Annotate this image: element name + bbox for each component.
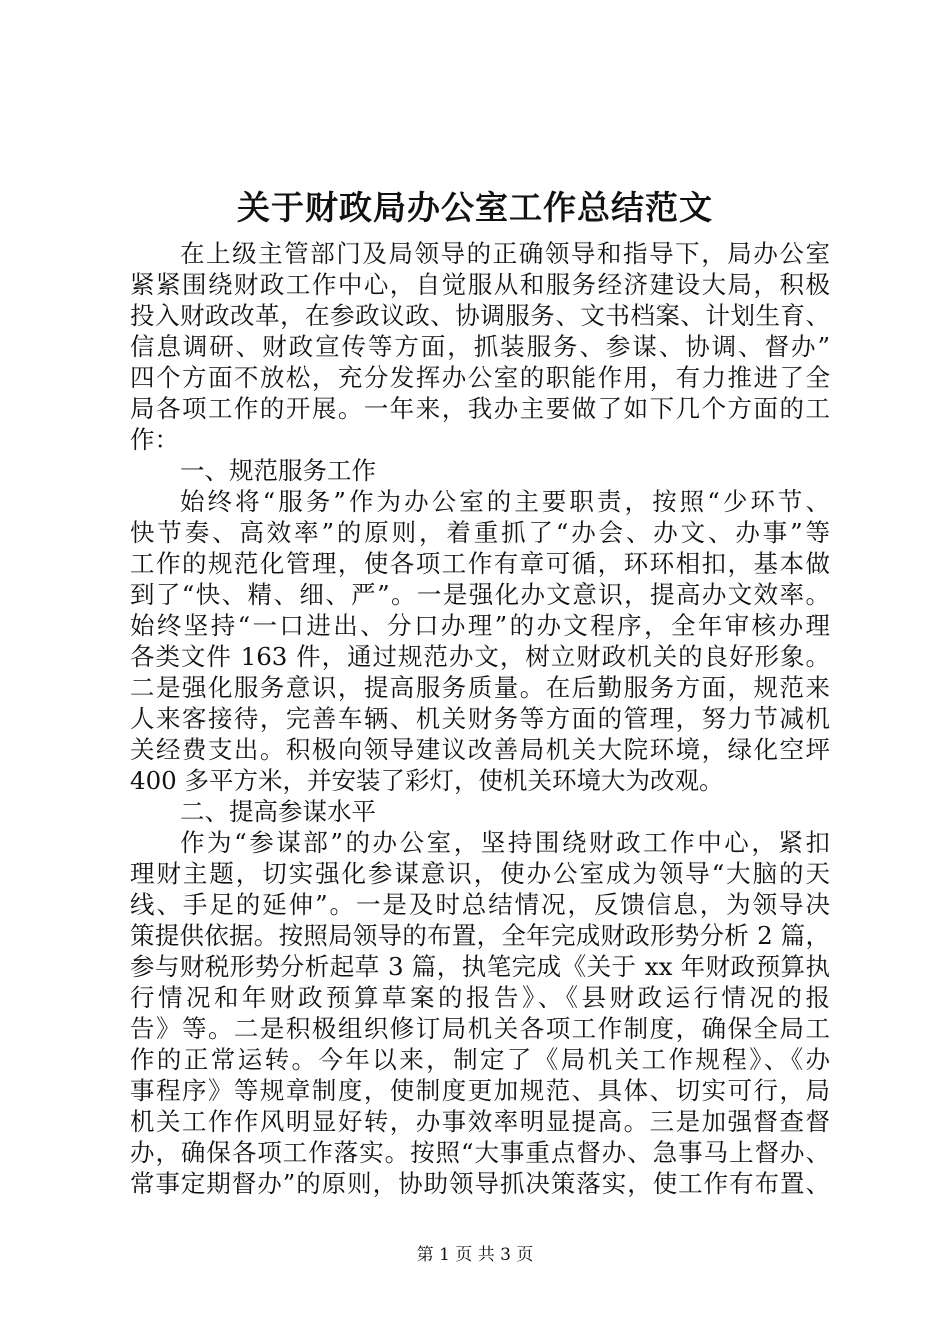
text-line (130, 1013, 830, 1044)
line-text: 到了“快、精、细、严”。一是强化办文意识，提高办文效率。 (130, 580, 830, 609)
line-text: 投入财政改革，在参政议政、协调服务、文书档案、计划生育、 (130, 301, 830, 330)
page-footer: 第 1 页 共 3 页 (416, 1245, 534, 1265)
line-text: 行情况和年财政预算草案的报告》、《县财政运行情况的报 (130, 983, 830, 1012)
line-text: 四个方面不放松，充分发挥办公室的职能作用，有力推进了全 (130, 363, 830, 392)
line-text: 各类文件 163 件，通过规范办文，树立财政机关的良好形象。 (130, 642, 830, 671)
section-heading (130, 455, 830, 486)
line-text: 参与财税形势分析起草 3 篇，执笔完成《关于 xx 年财政预算执 (130, 952, 830, 981)
line-text: 人来客接待，完善车辆、机关财务等方面的管理，努力节减机 (130, 704, 830, 733)
line-text: 机关工作作风明显好转，办事效率明显提高。三是加强督查督 (130, 1107, 830, 1136)
line-text: 作的正常运转。今年以来，制定了《局机关工作规程》、《办 (130, 1045, 830, 1074)
line-text: 始终坚持“一口进出、分口办理”的办文程序，全年审核办理 (130, 611, 830, 640)
text-line (130, 579, 830, 610)
text-line (130, 300, 830, 331)
line-text: 事程序》等规章制度，使制度更加规范、具体、切实可行，局 (130, 1076, 830, 1105)
line-text: 工作的规范化管理，使各项工作有章可循，环环相扣，基本做 (130, 549, 830, 578)
text-line (130, 1168, 830, 1199)
line-text: 线、手足的延伸”。一是及时总结情况，反馈信息，为领导决 (130, 890, 830, 919)
line-text: 作： (130, 425, 179, 454)
line-text: 信息调研、财政宣传等方面，抓装服务、参谋、协调、督办” (130, 332, 830, 361)
text-line (130, 362, 830, 393)
text-line (130, 858, 830, 889)
text-line (130, 1106, 830, 1137)
document-body (130, 238, 830, 1199)
line-text: 策提供依据。按照局领导的布置，全年完成财政形势分析 2 篇， (130, 921, 830, 950)
text-line (130, 765, 830, 796)
text-line (130, 1137, 830, 1168)
line-text: 在上级主管部门及局领导的正确领导和指导下，局办公室 (180, 239, 830, 268)
text-line (130, 734, 830, 765)
line-text: 400 多平方米，并安装了彩灯，使机关环境大为改观。 (130, 766, 724, 795)
line-text: 二、提高参谋水平 (180, 797, 376, 826)
text-line (130, 827, 830, 858)
text-line (130, 641, 830, 672)
line-text: 二是强化服务意识，提高服务质量。在后勤服务方面，规范来 (130, 673, 830, 702)
line-text: 紧紧围绕财政工作中心，自觉服从和服务经济建设大局，积极 (130, 270, 830, 299)
line-text: 始终将“服务”作为办公室的主要职责，按照“少环节、 (180, 487, 830, 516)
line-text: 一、规范服务工作 (180, 456, 376, 485)
text-line (130, 610, 830, 641)
line-text: 理财主题，切实强化参谋意识，使办公室成为领导“大脑的天 (130, 859, 830, 888)
text-line (130, 424, 830, 455)
text-line (130, 548, 830, 579)
text-line (130, 951, 830, 982)
line-text: 作为“参谋部”的办公室，坚持围绕财政工作中心，紧扣 (180, 828, 830, 857)
text-line (130, 982, 830, 1013)
text-line (130, 672, 830, 703)
line-text: 告》等。二是积极组织修订局机关各项工作制度，确保全局工 (130, 1014, 830, 1043)
text-line (130, 517, 830, 548)
text-line (130, 889, 830, 920)
line-text: 常事定期督办”的原则，协助领导抓决策落实，使工作有布置、 (130, 1169, 830, 1198)
text-line (130, 1044, 830, 1075)
line-text: 办，确保各项工作落实。按照“大事重点督办、急事马上督办、 (130, 1138, 830, 1167)
line-text: 关经费支出。积极向领导建议改善局机关大院环境，绿化空坪 (130, 735, 830, 764)
text-line (130, 1075, 830, 1106)
line-text: 局各项工作的开展。一年来，我办主要做了如下几个方面的工 (130, 394, 830, 423)
line-text: 快节奏、高效率”的原则，着重抓了“办会、办文、办事”等 (130, 518, 830, 547)
text-line (130, 393, 830, 424)
text-line (130, 331, 830, 362)
text-line (130, 238, 830, 269)
section-heading (130, 796, 830, 827)
text-line (130, 920, 830, 951)
text-line (130, 269, 830, 300)
text-line (130, 486, 830, 517)
document-title: 关于财政局办公室工作总结范文 (237, 188, 713, 227)
text-line (130, 703, 830, 734)
